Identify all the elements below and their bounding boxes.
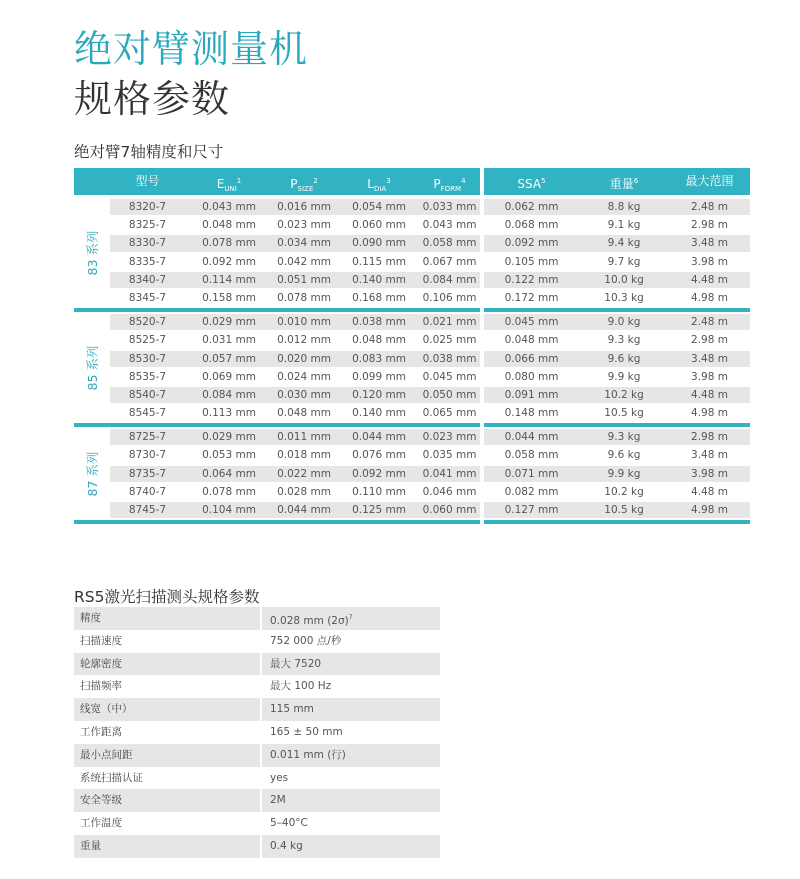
- cell-p-form: 0.046 mm: [422, 485, 477, 498]
- cell-l-dia: 0.168 mm: [352, 291, 406, 304]
- series-label: 83 系列: [85, 230, 100, 276]
- cell-l-dia: 0.044 mm: [352, 431, 406, 444]
- cell-model: 8745-7: [128, 504, 167, 516]
- cell-weight: 9.9 kg: [607, 370, 641, 383]
- cell-p-size: 0.078 mm: [277, 291, 331, 304]
- rs5-value: 5–40°C: [270, 817, 308, 830]
- cell-weight: 10.2 kg: [604, 485, 644, 498]
- cell-max-range: 4.98 m: [691, 291, 728, 304]
- cell-weight: 8.8 kg: [607, 201, 641, 213]
- cell-model: 8545-7: [128, 407, 167, 420]
- table-row: [74, 216, 750, 234]
- cell-max-range: 4.48 m: [691, 273, 728, 286]
- cell-l-dia: 0.090 mm: [352, 237, 406, 250]
- rs5-row: [74, 607, 440, 630]
- cell-weight: 9.7 kg: [607, 255, 641, 268]
- cell-p-size: 0.012 mm: [277, 334, 331, 347]
- cell-model: 8345-7: [128, 291, 167, 304]
- rs5-value: yes: [270, 771, 289, 784]
- cell-p-size: 0.018 mm: [277, 449, 331, 462]
- cell-max-range: 3.48 m: [691, 237, 728, 250]
- table-row: [74, 234, 750, 252]
- cell-model: 8725-7: [128, 431, 167, 444]
- page-title: 绝对臂测量机: [74, 27, 309, 71]
- rs5-row: [74, 744, 440, 767]
- cell-e-uni: 0.029 mm: [202, 316, 256, 329]
- cell-e-uni: 0.069 mm: [202, 370, 256, 383]
- cell-model: 8330-7: [128, 237, 167, 250]
- cell-l-dia: 0.083 mm: [352, 352, 406, 365]
- cell-p-form: 0.033 mm: [422, 201, 477, 213]
- cell-model: 8535-7: [128, 370, 167, 383]
- rs5-row: [74, 698, 440, 721]
- cell-p-size: 0.022 mm: [277, 467, 331, 480]
- cell-l-dia: 0.038 mm: [352, 316, 406, 329]
- table-row: [74, 331, 750, 349]
- series-group: [74, 313, 750, 422]
- cell-max-range: 2.98 m: [691, 219, 728, 232]
- cell-p-size: 0.028 mm: [277, 485, 331, 498]
- cell-e-uni: 0.029 mm: [202, 431, 256, 444]
- cell-ssa: 0.062 mm: [504, 201, 559, 213]
- cell-l-dia: 0.048 mm: [352, 334, 406, 347]
- section-title-rs5: RS5激光扫描测头规格参数: [74, 588, 260, 606]
- cell-model: 8325-7: [128, 219, 167, 232]
- cell-p-form: 0.043 mm: [422, 219, 477, 232]
- cell-ssa: 0.048 mm: [504, 334, 559, 347]
- cell-e-uni: 0.158 mm: [202, 291, 256, 304]
- cell-p-form: 0.025 mm: [422, 334, 477, 347]
- cell-weight: 9.6 kg: [607, 449, 641, 462]
- rs5-value: 0.011 mm (行): [270, 748, 346, 761]
- cell-p-form: 0.106 mm: [422, 291, 477, 304]
- cell-weight: 9.3 kg: [607, 431, 641, 444]
- rs5-row: [74, 721, 440, 744]
- cell-p-form: 0.065 mm: [422, 407, 477, 420]
- cell-ssa: 0.071 mm: [504, 467, 559, 480]
- rs5-value: 2M: [270, 794, 286, 807]
- rs5-key: 轮廓密度: [80, 657, 122, 670]
- cell-weight: 9.3 kg: [607, 334, 641, 347]
- cell-p-form: 0.045 mm: [422, 370, 477, 383]
- cell-weight: 10.5 kg: [604, 407, 644, 420]
- rs5-value: 165 ± 50 mm: [270, 725, 343, 738]
- cell-p-form: 0.023 mm: [422, 431, 477, 444]
- section-title-arm-specs: 绝对臂7轴精度和尺寸: [74, 143, 224, 161]
- cell-ssa: 0.122 mm: [504, 273, 559, 286]
- cell-ssa: 0.172 mm: [504, 291, 559, 304]
- cell-weight: 9.0 kg: [607, 316, 641, 329]
- cell-e-uni: 0.114 mm: [202, 273, 256, 286]
- cell-ssa: 0.045 mm: [504, 316, 559, 329]
- table-row: [74, 253, 750, 271]
- header-p-size: $P_{SIZE}^2$: [290, 177, 318, 193]
- cell-p-form: 0.060 mm: [422, 504, 477, 516]
- table-row: [74, 501, 750, 519]
- cell-ssa: 0.068 mm: [504, 219, 559, 232]
- cell-ssa: 0.044 mm: [504, 431, 559, 444]
- cell-p-size: 0.011 mm: [277, 431, 331, 444]
- cell-model: 8540-7: [128, 388, 167, 401]
- cell-e-uni: 0.078 mm: [202, 237, 256, 250]
- table-row: [74, 313, 750, 331]
- rs5-value: 115 mm: [270, 703, 314, 716]
- cell-p-form: 0.084 mm: [422, 273, 477, 286]
- table-row: [74, 386, 750, 404]
- cell-max-range: 2.48 m: [691, 316, 728, 329]
- cell-e-uni: 0.064 mm: [202, 467, 256, 480]
- cell-weight: 10.2 kg: [604, 388, 644, 401]
- rs5-key: 最小点间距: [80, 748, 133, 761]
- cell-weight: 9.1 kg: [607, 219, 641, 232]
- header-ssa: SSA$^5$: [517, 177, 546, 191]
- cell-e-uni: 0.078 mm: [202, 485, 256, 498]
- series-container: [74, 195, 750, 525]
- cell-model: 8735-7: [128, 467, 167, 480]
- cell-max-range: 2.48 m: [691, 201, 728, 213]
- cell-max-range: 3.48 m: [691, 449, 728, 462]
- rs5-key: 扫描频率: [80, 680, 122, 693]
- cell-model: 8320-7: [128, 201, 167, 213]
- cell-ssa: 0.091 mm: [504, 388, 559, 401]
- cell-l-dia: 0.099 mm: [352, 370, 406, 383]
- cell-weight: 10.5 kg: [604, 504, 644, 516]
- cell-p-form: 0.058 mm: [422, 237, 477, 250]
- table-row: [74, 465, 750, 483]
- cell-p-size: 0.024 mm: [277, 370, 331, 383]
- cell-model: 8335-7: [128, 255, 167, 268]
- cell-l-dia: 0.060 mm: [352, 219, 406, 232]
- arm-spec-table: [74, 168, 750, 525]
- header-max-range: 最大范围: [685, 174, 734, 188]
- cell-ssa: 0.066 mm: [504, 352, 559, 365]
- cell-model: 8520-7: [128, 316, 167, 329]
- cell-l-dia: 0.092 mm: [352, 467, 406, 480]
- cell-model: 8740-7: [128, 485, 167, 498]
- cell-e-uni: 0.048 mm: [202, 219, 256, 232]
- cell-p-size: 0.042 mm: [277, 255, 331, 268]
- cell-p-size: 0.020 mm: [277, 352, 331, 365]
- rs5-key: 工作距离: [80, 725, 122, 738]
- cell-p-size: 0.044 mm: [277, 504, 331, 516]
- table-header: [74, 168, 750, 195]
- rs5-spec-table: [74, 607, 440, 858]
- series-label: 85 系列: [85, 345, 100, 391]
- rs5-row: [74, 630, 440, 653]
- rs5-key: 工作温度: [80, 817, 122, 830]
- cell-e-uni: 0.057 mm: [202, 352, 256, 365]
- cell-l-dia: 0.120 mm: [352, 388, 406, 401]
- cell-weight: 9.9 kg: [607, 467, 641, 480]
- rs5-value: 最大 100 Hz: [270, 680, 332, 693]
- table-row: [74, 483, 750, 501]
- header-l-dia: $L_{DIA}^3$: [367, 177, 391, 193]
- rs5-value: 最大 7520: [270, 657, 322, 670]
- cell-ssa: 0.127 mm: [504, 504, 559, 516]
- cell-model: 8340-7: [128, 273, 167, 286]
- rs5-value: 0.028 mm $(2\sigma)^7$: [270, 614, 353, 627]
- cell-p-size: 0.010 mm: [277, 316, 331, 329]
- cell-weight: 9.4 kg: [607, 237, 641, 250]
- cell-ssa: 0.148 mm: [504, 407, 559, 420]
- header-e-uni: $E_{UNI}^1$: [216, 177, 242, 193]
- series-group: [74, 428, 750, 519]
- cell-max-range: 4.98 m: [691, 504, 728, 516]
- cell-weight: 10.3 kg: [604, 291, 644, 304]
- cell-l-dia: 0.125 mm: [352, 504, 406, 516]
- header-model: 型号: [135, 174, 160, 188]
- cell-p-size: 0.030 mm: [277, 388, 331, 401]
- table-row: [74, 350, 750, 368]
- cell-ssa: 0.058 mm: [504, 449, 559, 462]
- cell-p-size: 0.023 mm: [277, 219, 331, 232]
- table-row: [74, 198, 750, 216]
- rs5-key: 线宽（中）: [80, 703, 133, 716]
- rs5-key: 重量: [80, 839, 101, 852]
- cell-l-dia: 0.110 mm: [352, 485, 406, 498]
- cell-weight: 9.6 kg: [607, 352, 641, 365]
- rs5-row: [74, 812, 440, 835]
- cell-p-size: 0.051 mm: [277, 273, 331, 286]
- cell-weight: 10.0 kg: [604, 273, 644, 286]
- table-row: [74, 368, 750, 386]
- header-p-form: $P_{FORM}^4$: [433, 177, 466, 193]
- cell-max-range: 3.98 m: [691, 370, 728, 383]
- table-row: [74, 404, 750, 422]
- cell-l-dia: 0.140 mm: [352, 407, 406, 420]
- cell-max-range: 4.48 m: [691, 485, 728, 498]
- cell-ssa: 0.105 mm: [504, 255, 559, 268]
- cell-max-range: 3.98 m: [691, 255, 728, 268]
- cell-l-dia: 0.140 mm: [352, 273, 406, 286]
- cell-max-range: 2.98 m: [691, 431, 728, 444]
- page-subtitle-heading: 规格参数: [74, 77, 231, 121]
- cell-e-uni: 0.084 mm: [202, 388, 256, 401]
- cell-ssa: 0.092 mm: [504, 237, 559, 250]
- cell-model: 8730-7: [128, 449, 167, 462]
- cell-p-form: 0.038 mm: [422, 352, 477, 365]
- cell-ssa: 0.082 mm: [504, 485, 559, 498]
- cell-p-form: 0.050 mm: [422, 388, 477, 401]
- rs5-row: [74, 789, 440, 812]
- cell-e-uni: 0.053 mm: [202, 449, 256, 462]
- header-weight: 重量$^6$: [609, 177, 639, 191]
- series-label: 87 系列: [85, 451, 100, 497]
- table-row: [74, 271, 750, 289]
- cell-model: 8525-7: [128, 334, 167, 347]
- cell-max-range: 3.98 m: [691, 467, 728, 480]
- rs5-row: [74, 653, 440, 676]
- cell-p-form: 0.035 mm: [422, 449, 477, 462]
- cell-p-form: 0.041 mm: [422, 467, 477, 480]
- cell-l-dia: 0.054 mm: [352, 201, 406, 213]
- rs5-value: 0.4 kg: [270, 839, 303, 852]
- cell-max-range: 2.98 m: [691, 334, 728, 347]
- table-row: [74, 428, 750, 446]
- cell-max-range: 4.48 m: [691, 388, 728, 401]
- cell-e-uni: 0.043 mm: [202, 201, 256, 213]
- rs5-key: 扫描速度: [80, 634, 122, 647]
- rs5-row: [74, 675, 440, 698]
- cell-p-size: 0.034 mm: [277, 237, 331, 250]
- cell-max-range: 4.98 m: [691, 407, 728, 420]
- cell-e-uni: 0.113 mm: [202, 407, 256, 420]
- cell-p-form: 0.021 mm: [422, 316, 477, 329]
- cell-l-dia: 0.115 mm: [352, 255, 406, 268]
- rs5-key: 系统扫描认证: [80, 771, 143, 784]
- cell-e-uni: 0.104 mm: [202, 504, 256, 516]
- series-group: [74, 198, 750, 307]
- rs5-value: 752 000 点/秒: [270, 634, 342, 647]
- cell-p-size: 0.016 mm: [277, 201, 331, 213]
- cell-e-uni: 0.031 mm: [202, 334, 256, 347]
- cell-e-uni: 0.092 mm: [202, 255, 256, 268]
- rs5-key: 精度: [80, 612, 101, 624]
- cell-p-size: 0.048 mm: [277, 407, 331, 420]
- cell-l-dia: 0.076 mm: [352, 449, 406, 462]
- cell-ssa: 0.080 mm: [504, 370, 559, 383]
- rs5-key: 安全等级: [80, 794, 122, 807]
- cell-model: 8530-7: [128, 352, 167, 365]
- table-row: [74, 289, 750, 307]
- rs5-row: [74, 767, 440, 790]
- rs5-row: [74, 835, 440, 858]
- table-row: [74, 446, 750, 464]
- cell-p-form: 0.067 mm: [422, 255, 477, 268]
- cell-max-range: 3.48 m: [691, 352, 728, 365]
- table-bottom-rule: [74, 519, 750, 525]
